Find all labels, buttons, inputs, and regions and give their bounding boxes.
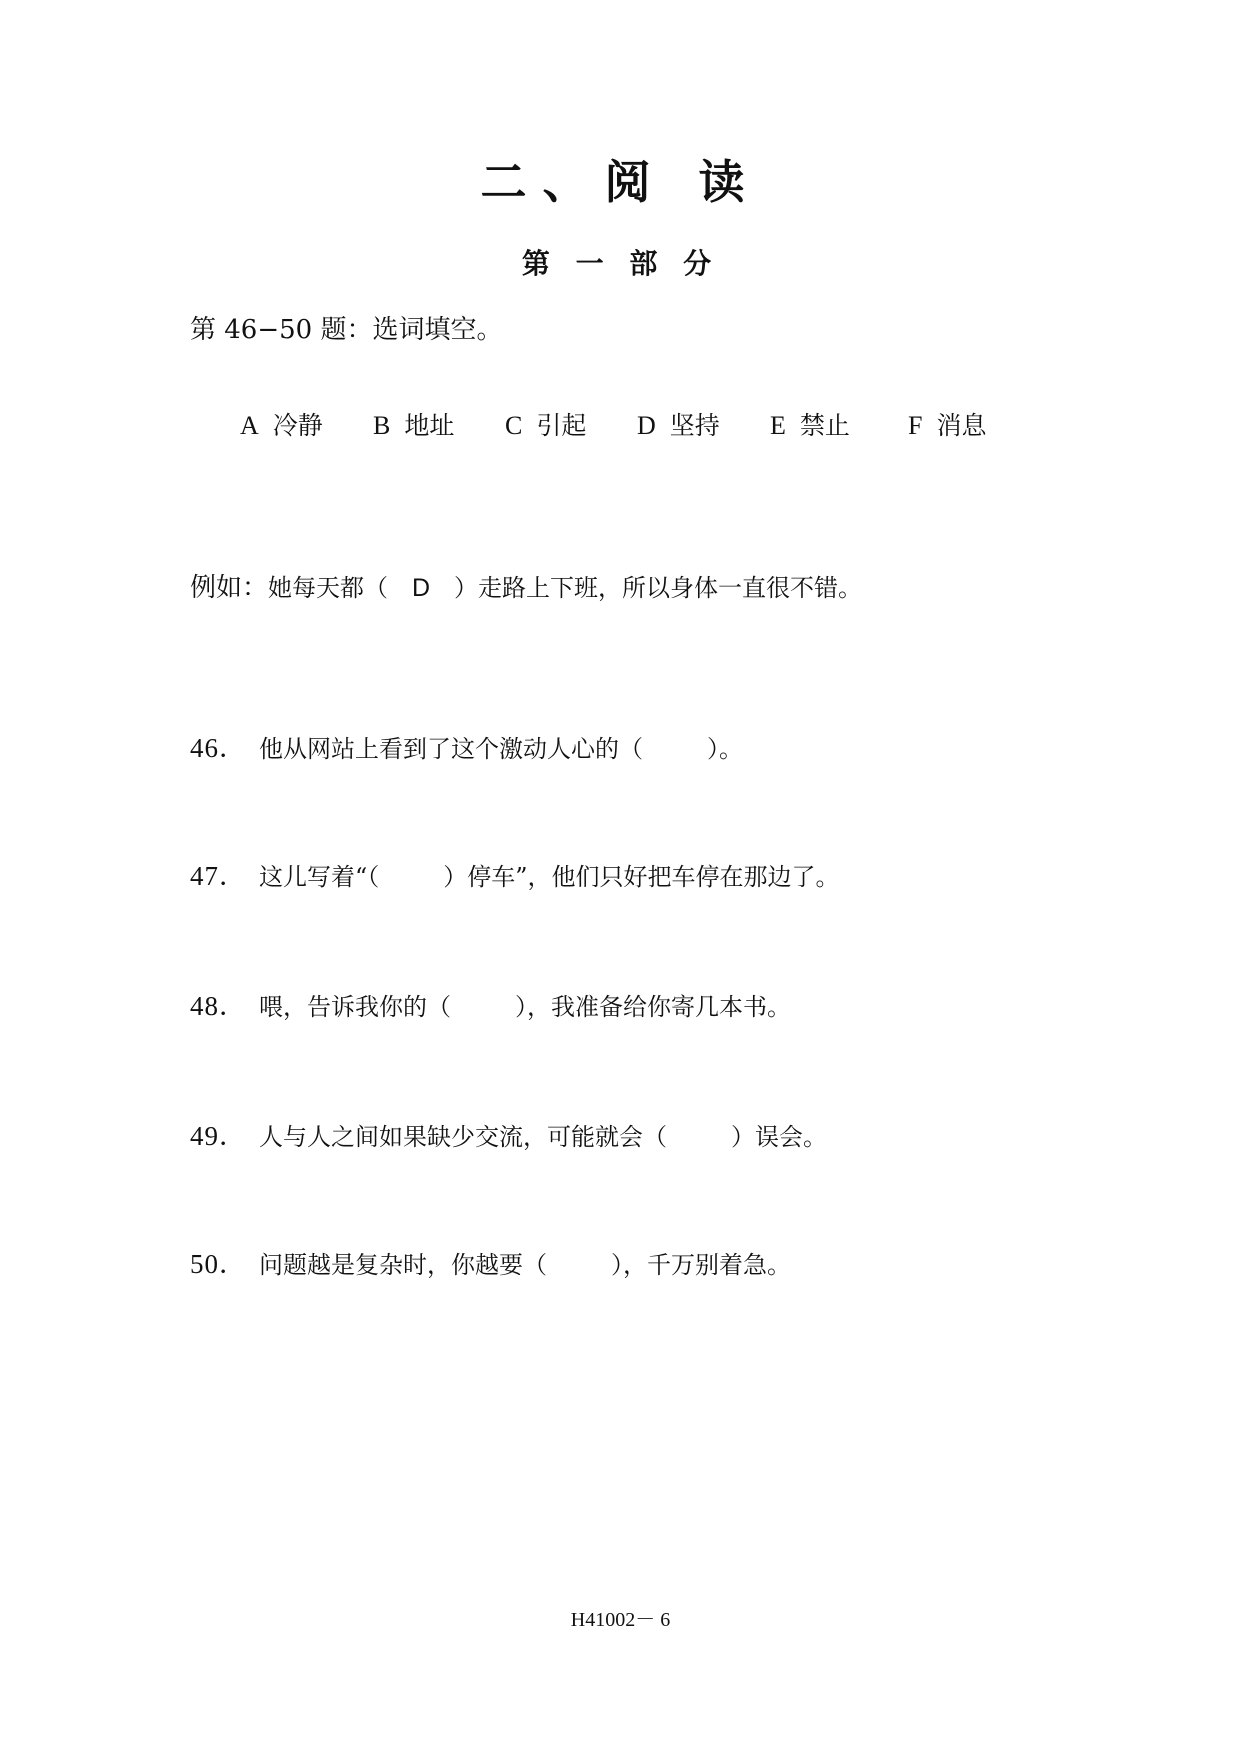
page-title: 二、阅 读 xyxy=(480,155,761,209)
section-title: 第 一 部 分 xyxy=(521,247,720,280)
question-48 xyxy=(190,988,791,1025)
option-word: 地址 xyxy=(404,411,455,440)
question-47 xyxy=(190,858,840,895)
question-text-after: ），千万别着急。 xyxy=(611,1251,791,1279)
question-text-before: 人与人之间如果缺少交流，可能就会（ xyxy=(259,1123,667,1151)
option-letter: B xyxy=(373,411,391,440)
question-text-before: 喂，告诉我你的（ xyxy=(259,993,451,1021)
question-number: 48． xyxy=(190,991,247,1021)
option-e xyxy=(770,408,850,444)
question-number: 50． xyxy=(190,1249,247,1279)
question-49 xyxy=(190,1118,827,1155)
page-footer: H41002－ 6 xyxy=(570,1609,671,1631)
option-letter: D xyxy=(637,411,656,440)
example-text-after: ）走路上下班，所以身体一直很不错。 xyxy=(454,574,863,602)
option-word: 坚持 xyxy=(669,411,720,440)
option-letter: E xyxy=(770,411,786,440)
question-number: 49． xyxy=(190,1121,247,1151)
option-letter: A xyxy=(240,411,259,440)
option-letter: F xyxy=(908,411,923,440)
example-sentence xyxy=(190,570,862,606)
question-text-after: ）误会。 xyxy=(731,1123,827,1151)
option-c xyxy=(505,408,586,444)
question-50 xyxy=(190,1246,791,1283)
question-text-before: 问题越是复杂时，你越要（ xyxy=(259,1251,547,1279)
question-text-after: ），我准备给你寄几本书。 xyxy=(515,993,791,1021)
example-answer: D xyxy=(411,574,431,602)
example-prefix: 例如： xyxy=(190,573,269,603)
option-word: 引起 xyxy=(536,411,587,440)
option-letter: C xyxy=(505,411,523,440)
option-a xyxy=(240,408,323,444)
question-text-before: 他从网站上看到了这个激动人心的（ xyxy=(259,735,643,763)
question-number: 46． xyxy=(190,733,247,763)
option-f xyxy=(908,408,986,444)
question-text-before: 这儿写着“（ xyxy=(259,863,380,891)
question-46 xyxy=(190,730,743,767)
instruction-text: 第 46−50 题：选词填空。 xyxy=(190,315,503,345)
question-text-after: ）。 xyxy=(707,735,743,763)
option-word: 禁止 xyxy=(799,411,850,440)
question-number: 47． xyxy=(190,861,247,891)
option-d xyxy=(637,408,720,444)
option-word: 冷静 xyxy=(272,411,323,440)
option-b xyxy=(373,408,454,444)
word-options xyxy=(0,408,1241,448)
example-text-before: 她每天都（ xyxy=(268,574,389,602)
option-word: 消息 xyxy=(936,411,987,440)
question-text-after: ）停车”，他们只好把车停在那边了。 xyxy=(443,863,840,891)
